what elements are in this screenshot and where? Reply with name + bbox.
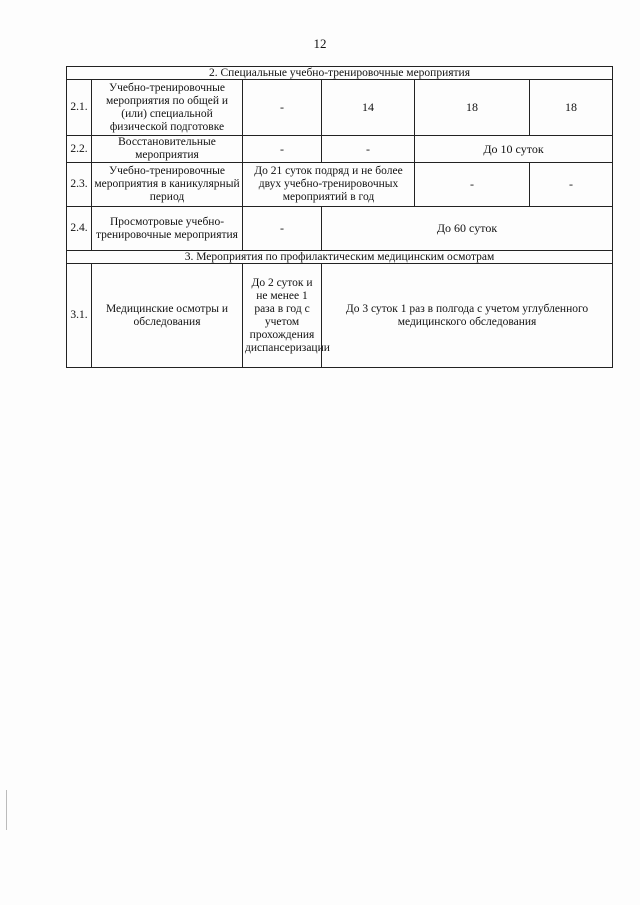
cell-value-merged: До 60 суток [322, 207, 613, 251]
section-3-header-row [67, 251, 613, 264]
table-row [67, 136, 613, 163]
cell-value: - [530, 163, 613, 207]
table-row [67, 80, 613, 136]
event-name: Учебно-тренировочные мероприятия в каникулярный период [92, 163, 243, 207]
event-name: Учебно-тренировочные мероприятия по общей и (или) специальной физической подготовке [92, 80, 243, 136]
scan-edge-mark [6, 790, 7, 830]
row-number: 2.1. [67, 80, 92, 136]
row-number: 2.4. [67, 207, 92, 251]
cell-value: - [243, 80, 322, 136]
cell-value-merged: До 3 суток 1 раз в полгода с учетом углубленного медицинского обследования [322, 264, 613, 368]
table-row [67, 264, 613, 368]
row-number: 2.3. [67, 163, 92, 207]
events-table [66, 66, 613, 368]
table-row [67, 163, 613, 207]
event-name: Восстановительные мероприятия [92, 136, 243, 163]
cell-value: - [243, 207, 322, 251]
cell-value: - [243, 136, 322, 163]
cell-value: - [415, 163, 530, 207]
section-2-title: 2. Специальные учебно-тренировочные мероприятия [67, 67, 613, 80]
row-number: 2.2. [67, 136, 92, 163]
cell-value: 14 [322, 80, 415, 136]
section-2-header-row [67, 67, 613, 80]
table-row [67, 207, 613, 251]
cell-value: 18 [415, 80, 530, 136]
row-number: 3.1. [67, 264, 92, 368]
cell-value: До 2 суток и не менее 1 раза в год с учетом прохождения диспансеризации [243, 264, 322, 368]
cell-value: - [322, 136, 415, 163]
page-number: 12 [313, 36, 327, 51]
section-3-title: 3. Мероприятия по профилактическим медицинским осмотрам [67, 251, 613, 264]
cell-value-merged: До 10 суток [415, 136, 613, 163]
cell-value-merged: До 21 суток подряд и не более двух учебно-тренировочных мероприятий в год [243, 163, 415, 207]
event-name: Просмотровые учебно-тренировочные мероприятия [92, 207, 243, 251]
event-name: Медицинские осмотры и обследования [92, 264, 243, 368]
cell-value: 18 [530, 80, 613, 136]
